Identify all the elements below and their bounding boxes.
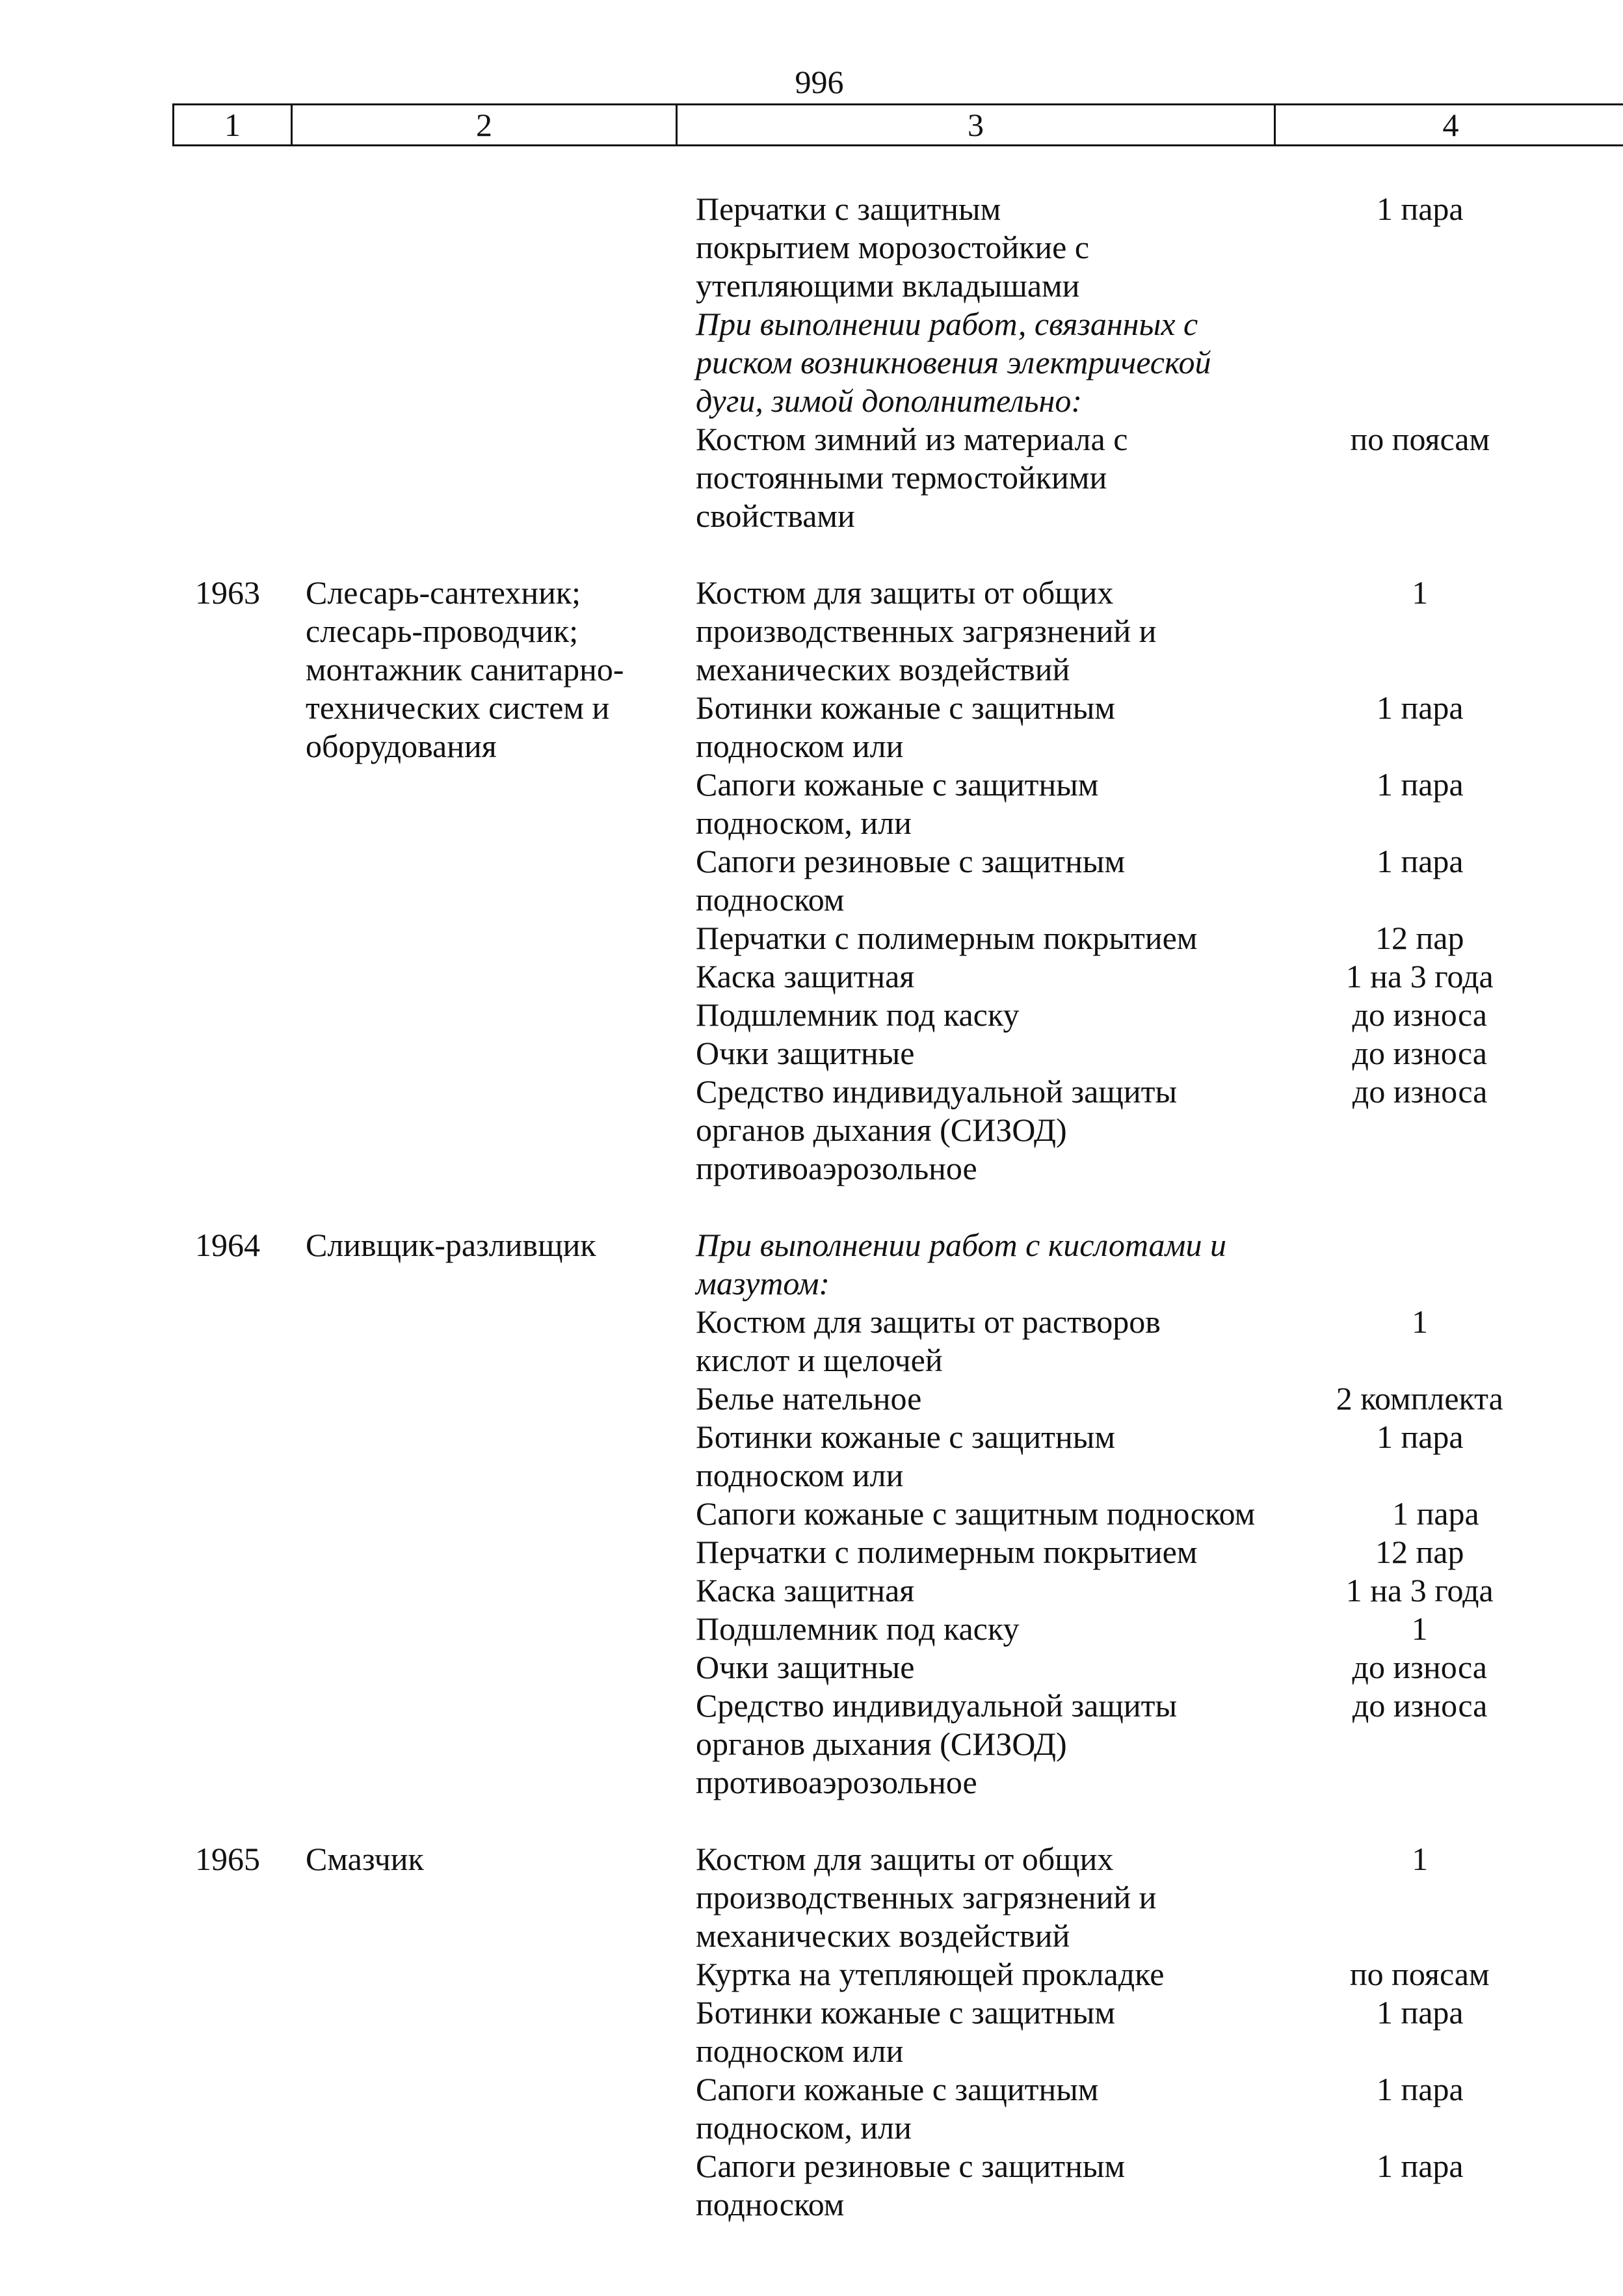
ppe-item-quantity: 12 пар <box>1375 1534 1464 1570</box>
ppe-item-name: Перчатки с защитным покрытием морозостойкие с утепляющими вкладышами <box>696 191 1090 304</box>
ppe-item-quantity: 1 на 3 года <box>1345 958 1494 994</box>
ppe-item-row <box>696 1955 1561 1994</box>
ppe-item-name: Средство индивидуальной защиты органов дыхания (СИЗОД) противоаэрозольное <box>696 1687 1178 1800</box>
ppe-item-name: Очки защитные <box>696 1035 915 1071</box>
ppe-item-row <box>696 919 1561 957</box>
ppe-item-name: Сапоги кожаные с защитным подноском <box>696 1495 1256 1532</box>
column-header-4: 4 <box>1442 107 1459 143</box>
ppe-item-name: Перчатки с полимерным покрытием <box>696 920 1198 956</box>
ppe-item-name: Сапоги резиновые с защитным подноском <box>696 843 1126 918</box>
ppe-item-quantity: по поясам <box>1350 421 1490 457</box>
ppe-item-name: Каска защитная <box>696 958 915 994</box>
ppe-item-row <box>696 996 1561 1034</box>
condition-note: При выполнении работ, связанных с риском возникновения электрической дуги, зимой дополнительно: <box>696 306 1211 419</box>
ppe-item-row <box>696 1495 1561 1533</box>
ppe-item-row <box>696 190 1561 305</box>
ppe-item-row <box>696 1687 1561 1802</box>
ppe-item-quantity: до износа <box>1352 1035 1487 1071</box>
ppe-item-quantity: 1 на 3 года <box>1345 1572 1494 1609</box>
ppe-item-row <box>696 1648 1561 1687</box>
ppe-item-quantity: 1 <box>1411 1610 1428 1647</box>
ppe-item-row <box>696 689 1561 766</box>
ppe-item-name: Подшлемник под каску <box>696 996 1020 1033</box>
ppe-item-row <box>696 1034 1561 1073</box>
ppe-item-list <box>696 1840 1561 2224</box>
ppe-item-list <box>696 574 1561 1188</box>
ppe-item-name: Костюм для защиты от общих производственных загрязнений и механических воздействий <box>696 574 1157 687</box>
table-body <box>0 190 1623 2262</box>
ppe-item-list <box>696 1226 1561 1802</box>
ppe-item-quantity <box>1279 305 1561 420</box>
ppe-item-quantity: 1 пара <box>1376 1994 1464 2031</box>
ppe-item-name: Сапоги кожаные с защитным подноском, или <box>696 2071 1099 2146</box>
ppe-item-quantity: по поясам <box>1349 1956 1490 1992</box>
profession-name: Смазчик <box>306 1841 424 1877</box>
column-header-1: 1 <box>174 105 293 144</box>
ppe-item-row <box>696 2070 1561 2147</box>
ppe-item-name: Сапоги кожаные с защитным подноском, или <box>696 766 1099 841</box>
ppe-item-name: Ботинки кожаные с защитным подноском или <box>696 1994 1115 2069</box>
ppe-item-name: Куртка на утепляющей прокладке <box>696 1956 1165 1992</box>
ppe-item-name: Сапоги резиновые с защитным подноском <box>696 2148 1126 2223</box>
ppe-item-quantity: 1 <box>1412 574 1429 611</box>
ppe-item-name: Ботинки кожаные с защитным подноском или <box>696 1419 1115 1493</box>
ppe-item-name: Подшлемник под каску <box>696 1610 1020 1647</box>
ppe-item-row <box>696 1418 1561 1495</box>
profession-name: Слесарь-сантехник; слесарь-проводчик; монтажник санитарно-технических систем и оборудования <box>306 574 624 764</box>
ppe-item-quantity: до износа <box>1352 1687 1488 1724</box>
ppe-item-list <box>696 190 1561 535</box>
ppe-item-row <box>696 574 1561 689</box>
page-number: 996 <box>795 64 844 100</box>
ppe-item-quantity: 1 <box>1412 1841 1429 1877</box>
ppe-item-quantity: до износа <box>1352 996 1487 1033</box>
ppe-item-quantity: 1 пара <box>1376 843 1464 879</box>
ppe-item-row <box>696 1303 1561 1380</box>
ppe-item-quantity: до износа <box>1352 1073 1488 1110</box>
ppe-item-quantity: 1 <box>1412 1303 1429 1340</box>
ppe-item-name: Белье нательное <box>696 1380 922 1417</box>
ppe-item-row <box>696 1533 1561 1571</box>
row-number: 1964 <box>195 1227 260 1263</box>
ppe-item-name: Костюм зимний из материала с постоянными термостойкими свойствами <box>696 421 1128 534</box>
table-row-block <box>0 574 1623 1188</box>
ppe-item-name: Очки защитные <box>696 1649 915 1685</box>
ppe-item-name: Костюм для защиты от растворов кислот и щелочей <box>696 1303 1161 1378</box>
ppe-item-quantity: 12 пар <box>1375 920 1464 956</box>
ppe-item-quantity: 1 пара <box>1376 191 1464 227</box>
condition-note: При выполнении работ с кислотами и мазутом: <box>696 1227 1226 1302</box>
ppe-item-quantity: 1 пара <box>1377 2071 1464 2107</box>
ppe-item-row <box>696 1380 1561 1418</box>
ppe-item-name: Ботинки кожаные с защитным подноском или <box>696 689 1115 764</box>
ppe-item-quantity: 1 пара <box>1392 1495 1479 1532</box>
ppe-item-row <box>696 1571 1561 1610</box>
ppe-item-quantity: 2 комплекта <box>1336 1380 1503 1417</box>
ppe-item-quantity: 1 пара <box>1376 2148 1464 2184</box>
condition-note-row <box>696 1226 1561 1303</box>
ppe-item-quantity: 1 пара <box>1376 689 1464 726</box>
ppe-item-row <box>696 1840 1561 1955</box>
row-number: 1965 <box>195 1841 260 1877</box>
column-header-3: 3 <box>678 105 1276 144</box>
ppe-item-quantity: 1 пара <box>1376 1419 1464 1455</box>
ppe-item-row <box>696 842 1561 919</box>
ppe-item-row <box>696 1073 1561 1188</box>
ppe-item-row <box>696 766 1561 842</box>
ppe-item-quantity: до износа <box>1352 1649 1487 1685</box>
ppe-item-name: Средство индивидуальной защиты органов дыхания (СИЗОД) противоаэрозольное <box>696 1073 1178 1186</box>
column-header-2: 2 <box>293 105 678 144</box>
table-row-block <box>0 1840 1623 2224</box>
ppe-item-name: Перчатки с полимерным покрытием <box>696 1534 1198 1570</box>
ppe-item-quantity <box>1279 1226 1561 1303</box>
profession-name: Сливщик-разливщик <box>306 1227 596 1263</box>
ppe-item-row <box>696 420 1561 535</box>
condition-note-row <box>696 305 1561 420</box>
ppe-item-row <box>696 957 1561 996</box>
ppe-item-row <box>696 2147 1561 2224</box>
ppe-item-row <box>696 1994 1561 2070</box>
column-header-row <box>172 103 1623 146</box>
ppe-item-name: Костюм для защиты от общих производственных загрязнений и механических воздействий <box>696 1841 1157 1954</box>
row-number: 1963 <box>195 574 260 611</box>
ppe-item-row <box>696 1610 1561 1648</box>
ppe-item-name: Каска защитная <box>696 1572 915 1609</box>
table-row-block <box>0 1226 1623 1802</box>
ppe-item-quantity: 1 пара <box>1377 766 1464 803</box>
table-row-block <box>0 190 1623 535</box>
